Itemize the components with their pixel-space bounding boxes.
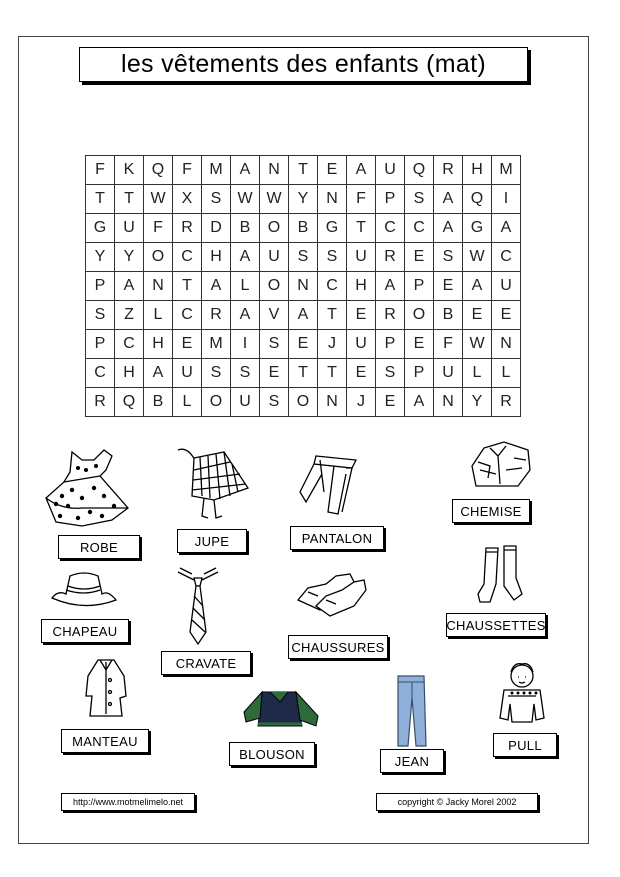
grid-row [86, 243, 521, 272]
grid-cell: U [260, 243, 289, 272]
grid-cell: O [260, 214, 289, 243]
grid-row [86, 330, 521, 359]
chaussettes-picture [474, 544, 530, 608]
grid-cell: W [144, 185, 173, 214]
grid-cell: H [115, 359, 144, 388]
grid-cell: F [173, 156, 202, 185]
grid-cell: O [202, 388, 231, 417]
grid-cell: L [231, 272, 260, 301]
label-chapeau-text: CHAPEAU [52, 623, 118, 639]
grid-cell: B [289, 214, 318, 243]
grid-cell: A [115, 272, 144, 301]
grid-cell: R [173, 214, 202, 243]
label-cravate-text: CRAVATE [175, 655, 237, 671]
grid-cell: A [463, 272, 492, 301]
grid-cell: J [347, 388, 376, 417]
footer-copyright-text: copyright © Jacky Morel 2002 [397, 797, 517, 807]
grid-cell: Q [144, 156, 173, 185]
grid-cell: M [202, 330, 231, 359]
grid-cell: S [289, 243, 318, 272]
grid-cell: X [173, 185, 202, 214]
grid-cell: U [173, 359, 202, 388]
grid-cell: N [434, 388, 463, 417]
grid-cell: Y [115, 243, 144, 272]
grid-cell: E [434, 272, 463, 301]
grid-cell: D [202, 214, 231, 243]
grid-cell: H [144, 330, 173, 359]
grid-cell: R [434, 156, 463, 185]
grid-cell: E [318, 156, 347, 185]
grid-cell: O [144, 243, 173, 272]
grid-cell: L [173, 388, 202, 417]
grid-cell: F [434, 330, 463, 359]
label-chemise-text: CHEMISE [460, 503, 522, 519]
grid-cell: E [347, 301, 376, 330]
grid-cell: N [289, 272, 318, 301]
grid-cell: U [376, 156, 405, 185]
grid-cell: P [405, 359, 434, 388]
grid-cell: Y [463, 388, 492, 417]
grid-cell: A [434, 214, 463, 243]
grid-cell: A [202, 272, 231, 301]
grid-cell: T [318, 301, 347, 330]
grid-cell: L [463, 359, 492, 388]
grid-cell: S [318, 243, 347, 272]
grid-cell: A [376, 272, 405, 301]
grid-cell: P [376, 185, 405, 214]
grid-cell: H [202, 243, 231, 272]
label-chaussures [288, 635, 388, 659]
grid-cell: I [231, 330, 260, 359]
grid-cell: C [173, 243, 202, 272]
robe-picture [42, 446, 134, 532]
grid-cell: E [463, 301, 492, 330]
grid-cell: P [405, 272, 434, 301]
grid-cell: S [260, 330, 289, 359]
grid-cell: U [347, 243, 376, 272]
manteau-picture [84, 656, 128, 720]
grid-cell: S [434, 243, 463, 272]
jupe-picture [174, 444, 252, 524]
grid-cell: A [231, 301, 260, 330]
grid-cell: I [492, 185, 521, 214]
label-chaussettes [446, 613, 546, 637]
footer-copyright [376, 793, 538, 811]
grid-cell: A [347, 156, 376, 185]
grid-cell: Y [289, 185, 318, 214]
footer-url [61, 793, 195, 811]
grid-cell: C [405, 214, 434, 243]
label-robe-text: ROBE [79, 539, 119, 555]
chapeau-picture [48, 568, 120, 612]
jean-picture [394, 674, 428, 748]
grid-cell: U [347, 330, 376, 359]
grid-cell: P [376, 330, 405, 359]
grid-cell: S [260, 388, 289, 417]
grid-cell: A [405, 388, 434, 417]
label-chaussettes-text: CHAUSSETTES [446, 617, 546, 633]
grid-cell: N [492, 330, 521, 359]
grid-cell: E [405, 330, 434, 359]
grid-cell: P [86, 272, 115, 301]
grid-cell: A [144, 359, 173, 388]
grid-cell: E [347, 359, 376, 388]
grid-cell: P [86, 330, 115, 359]
grid-row [86, 156, 521, 185]
grid-cell: B [434, 301, 463, 330]
grid-cell: T [289, 156, 318, 185]
grid-cell: E [405, 243, 434, 272]
word-search-grid [85, 155, 521, 417]
label-robe [58, 535, 140, 559]
label-jean [380, 749, 444, 773]
grid-cell: Y [86, 243, 115, 272]
grid-cell: H [463, 156, 492, 185]
grid-row [86, 272, 521, 301]
grid-cell: T [86, 185, 115, 214]
grid-cell: R [376, 243, 405, 272]
grid-cell: M [492, 156, 521, 185]
grid-cell: R [376, 301, 405, 330]
grid-cell: B [144, 388, 173, 417]
grid-cell: F [144, 214, 173, 243]
label-pull-text: PULL [508, 737, 542, 753]
grid-cell: T [173, 272, 202, 301]
label-chaussures-text: CHAUSSURES [291, 639, 385, 655]
grid-cell: O [405, 301, 434, 330]
grid-cell: N [260, 156, 289, 185]
grid-cell: T [318, 359, 347, 388]
label-pantalon-text: PANTALON [301, 530, 373, 546]
grid-cell: R [202, 301, 231, 330]
chemise-picture [470, 440, 534, 492]
grid-row [86, 301, 521, 330]
grid-cell: T [115, 185, 144, 214]
grid-cell: U [115, 214, 144, 243]
grid-cell: O [289, 388, 318, 417]
label-blouson-text: BLOUSON [239, 746, 305, 762]
grid-cell: R [492, 388, 521, 417]
grid-cell: C [173, 301, 202, 330]
grid-row [86, 388, 521, 417]
grid-cell: L [144, 301, 173, 330]
grid-cell: C [318, 272, 347, 301]
grid-cell: S [231, 359, 260, 388]
label-cravate [161, 651, 251, 675]
grid-cell: S [202, 359, 231, 388]
label-jupe [177, 529, 247, 553]
grid-cell: M [202, 156, 231, 185]
grid-cell: A [434, 185, 463, 214]
label-manteau-text: MANTEAU [72, 733, 138, 749]
grid-cell: W [260, 185, 289, 214]
grid-cell: T [289, 359, 318, 388]
label-pull [493, 733, 557, 757]
grid-cell: B [231, 214, 260, 243]
grid-cell: G [318, 214, 347, 243]
grid-cell: U [434, 359, 463, 388]
grid-cell: A [231, 243, 260, 272]
grid-cell: G [463, 214, 492, 243]
label-blouson [229, 742, 315, 766]
page-title [79, 47, 528, 82]
grid-cell: S [202, 185, 231, 214]
grid-cell: T [347, 214, 376, 243]
grid-cell: R [86, 388, 115, 417]
grid-cell: Q [405, 156, 434, 185]
grid-cell: C [86, 359, 115, 388]
grid-cell: C [492, 243, 521, 272]
grid-cell: W [463, 330, 492, 359]
title-text: les vêtements des enfants (mat) [120, 50, 486, 78]
grid-cell: A [231, 156, 260, 185]
grid-cell: H [347, 272, 376, 301]
grid-cell: F [347, 185, 376, 214]
grid-row [86, 359, 521, 388]
grid-cell: Z [115, 301, 144, 330]
chaussures-picture [296, 570, 368, 618]
grid-cell: U [492, 272, 521, 301]
grid-cell: L [492, 359, 521, 388]
grid-cell: G [86, 214, 115, 243]
grid-cell: Q [115, 388, 144, 417]
grid-cell: N [318, 185, 347, 214]
grid-cell: A [289, 301, 318, 330]
blouson-picture [240, 686, 322, 734]
grid-cell: E [260, 359, 289, 388]
grid-cell: A [492, 214, 521, 243]
grid-cell: U [231, 388, 260, 417]
grid-cell: C [115, 330, 144, 359]
grid-cell: O [260, 272, 289, 301]
grid-cell: S [405, 185, 434, 214]
label-jupe-text: JUPE [194, 533, 230, 549]
grid-cell: W [463, 243, 492, 272]
grid-cell: V [260, 301, 289, 330]
grid-cell: F [86, 156, 115, 185]
footer-url-text: http://www.motmelimelo.net [72, 797, 184, 807]
grid-cell: E [376, 388, 405, 417]
pull-picture [494, 660, 550, 728]
label-jean-text: JEAN [394, 753, 430, 769]
grid-cell: K [115, 156, 144, 185]
label-chemise [452, 499, 530, 523]
pantalon-picture [294, 452, 364, 522]
grid-cell: C [376, 214, 405, 243]
grid-row [86, 185, 521, 214]
grid-cell: E [173, 330, 202, 359]
blouson-left-sleeve [244, 692, 262, 722]
grid-cell: N [318, 388, 347, 417]
grid-cell: Q [463, 185, 492, 214]
grid-cell: S [376, 359, 405, 388]
grid-cell: N [144, 272, 173, 301]
grid-cell: W [231, 185, 260, 214]
label-chapeau [41, 619, 129, 643]
label-manteau [61, 729, 149, 753]
grid-cell: S [86, 301, 115, 330]
grid-cell: J [318, 330, 347, 359]
grid-cell: E [289, 330, 318, 359]
grid-row [86, 214, 521, 243]
cravate-picture [176, 566, 220, 648]
label-pantalon [290, 526, 384, 550]
grid-cell: E [492, 301, 521, 330]
